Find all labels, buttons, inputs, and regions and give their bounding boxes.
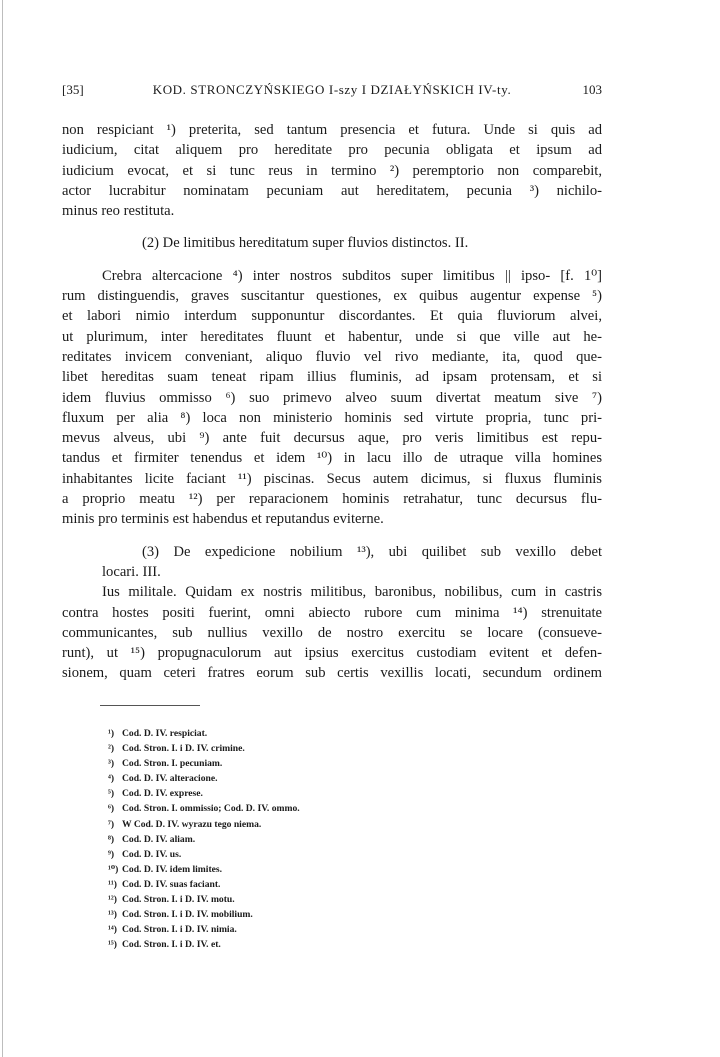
- footnote: [108, 877, 528, 892]
- text-line: Crebra altercacione ⁴) inter nostros subditos super limitibus || ipso- [f. 1⁰]: [102, 267, 602, 284]
- footnote: [108, 832, 528, 847]
- footnote-text: Cod. Stron. I. i D. IV. motu.: [122, 894, 235, 906]
- text-line: runt), ut ¹⁵) propugnaculorum aut ipsius exercitus custodiam evitent et defen-: [62, 645, 602, 662]
- footnote-marker: ³): [108, 758, 115, 770]
- footnote-marker: ¹): [108, 728, 115, 739]
- text-line: minus reo restituta.: [62, 203, 175, 220]
- text-line: idem fluvius ommisso ⁶) suo primevo alveo suum divertat meatum sive ⁷): [62, 389, 602, 406]
- footnote-marker: ¹¹): [108, 878, 117, 890]
- footnote: [108, 892, 528, 907]
- text-line: Ius militale. Quidam ex nostris militibus, baronibus, nobilibus, cum in castris: [102, 584, 602, 601]
- running-title: KOD. STRONCZYŃSKIEGO I-szy I DZIAŁYŃSKICH IV-ty.: [152, 82, 512, 97]
- text-line: iudicium evocat, et si tunc reus in termino ²) peremptorio non comparebit,: [62, 162, 602, 179]
- footnote-text: Cod. Stron. I. i D. IV. crimine.: [122, 743, 245, 755]
- text-line: iudicium, citat aliquem pro hereditate pro pecunia obligata et ipsum ad: [62, 142, 602, 159]
- footnote: [108, 862, 528, 877]
- footnote: [108, 801, 528, 816]
- section-heading-line: (3) De expedicione nobilium ¹³), ubi quilibet sub vexillo debet: [142, 543, 602, 560]
- text-line: a proprio meatu ¹²) per reparacionem hominis retrahatur, tunc decursus flu-: [62, 491, 602, 508]
- footnote: [108, 817, 528, 832]
- footnote-text: Cod. D. IV. respiciat.: [122, 728, 208, 739]
- footnote: [108, 922, 528, 937]
- footnote-marker: ¹²): [108, 894, 117, 906]
- footnote: [108, 937, 528, 952]
- footnote-separator: [100, 705, 200, 706]
- text-line: libet hereditas suam teneat ripam illius fluminis, ad ipsam protensam, et si: [62, 369, 602, 386]
- footnote-text: Cod. D. IV. us.: [122, 848, 182, 860]
- page-number: 103: [582, 82, 602, 97]
- footnote-text: Cod. Stron. I. i D. IV. et.: [122, 939, 221, 951]
- footnote-marker: ²): [108, 743, 115, 755]
- text-line: et labori nimio interdum supponuntur discordantes. Et quia fluviorum alvei,: [62, 308, 602, 325]
- text-line: fluxum per alia ⁸) loca non ministerio hominis sed virtute propria, tunc pri-: [62, 409, 602, 426]
- paragraph-spacer: [62, 254, 602, 266]
- footnote-marker: ¹⁰): [108, 863, 119, 875]
- text-line: contra hostes positi fuerint, omni abiecto rubore cum minima ¹⁴) strenuitate: [62, 604, 602, 621]
- paragraph-spacer: [62, 221, 602, 233]
- text-line: actor lucrabitur nominatam pecuniam aut hereditatem, pecunia ³) nichilo-: [62, 182, 602, 199]
- footnote-marker: ⁹): [108, 848, 115, 860]
- footnote-text: Cod. Stron. I. ommissio; Cod. D. IV. ommo.: [122, 803, 300, 815]
- footnote: [108, 786, 528, 801]
- scan-edge-line: [2, 0, 3, 1057]
- text-line: locari. III.: [102, 563, 161, 580]
- text-line: reditates invicem conveniant, aliquo fluvio vel rivo mediante, ita, quod que-: [62, 348, 602, 365]
- text-line: rum distinguendis, graves suscitantur questiones, ex quibus augentur expense ⁵): [62, 288, 602, 305]
- text-line: ut plurimum, inter hereditates fluunt et habentur, unde si que ville aut he-: [62, 328, 602, 345]
- page-header: [62, 82, 602, 102]
- footnote-marker: ¹⁴): [108, 924, 117, 936]
- footnote-text: Cod. D. IV. suas faciant.: [122, 878, 221, 890]
- text-line: sionem, quam ceteri fratres eorum sub certis vexillis locati, secundum ordinem: [62, 665, 602, 682]
- footnote: [108, 741, 528, 756]
- footnote-text: Cod. D. IV. aliam.: [122, 833, 196, 845]
- footnotes: [108, 726, 528, 952]
- footnote-marker: ⁸): [108, 833, 115, 845]
- footnote-text: Cod. D. IV. exprese.: [122, 788, 203, 800]
- footnote-marker: ⁴): [108, 773, 115, 785]
- footnote: [108, 756, 528, 771]
- footnote-marker: ¹³): [108, 909, 117, 921]
- text-line: mevus alveus, ubi ⁹) ante fuit decursus aque, pro veris limitibus est repu-: [62, 430, 602, 447]
- text-line: communicantes, sub nullius vexillo de nostro exercitu se locare (consueve-: [62, 624, 602, 641]
- footnote-text: W Cod. D. IV. wyrazu tego niema.: [122, 818, 262, 830]
- section-heading-line: (2) De limitibus hereditatum super fluvios distinctos. II.: [142, 235, 469, 252]
- footnote-text: Cod. Stron. I. i D. IV. mobilium.: [122, 909, 253, 921]
- text-line: tandus et firmiter tenendus et idem ¹⁰) in lacu illo de utraque villa homines: [62, 450, 602, 467]
- text-line: non respiciant ¹) preterita, sed tantum presencia et futura. Unde si quis ad: [62, 122, 602, 138]
- text-line: inhabitantes licite faciant ¹¹) piscinas. Secus autem dicimus, si fluxus fluminis: [62, 470, 602, 487]
- text-line: minis pro terminis est habendus et reputandus eviterne.: [62, 511, 384, 528]
- footnote-text: Cod. D. IV. idem limites.: [122, 863, 223, 875]
- footnote: [108, 771, 528, 786]
- footnote-marker: ⁵): [108, 788, 115, 800]
- footnote-marker: ¹⁵): [108, 939, 117, 951]
- footnote-text: Cod. Stron. I. pecuniam.: [122, 758, 223, 770]
- footnote-marker: ⁷): [108, 818, 115, 830]
- footnote: [108, 847, 528, 862]
- left-page-reference: [35]: [62, 82, 84, 97]
- paragraph-spacer: [62, 530, 602, 542]
- footnote-text: Cod. Stron. I. i D. IV. nimia.: [122, 924, 237, 936]
- footnote-marker: ⁶): [108, 803, 115, 815]
- body-text: [62, 120, 602, 684]
- footnote-text: Cod. D. IV. alteracione.: [122, 773, 218, 785]
- footnote: [108, 726, 528, 741]
- footnote: [108, 907, 528, 922]
